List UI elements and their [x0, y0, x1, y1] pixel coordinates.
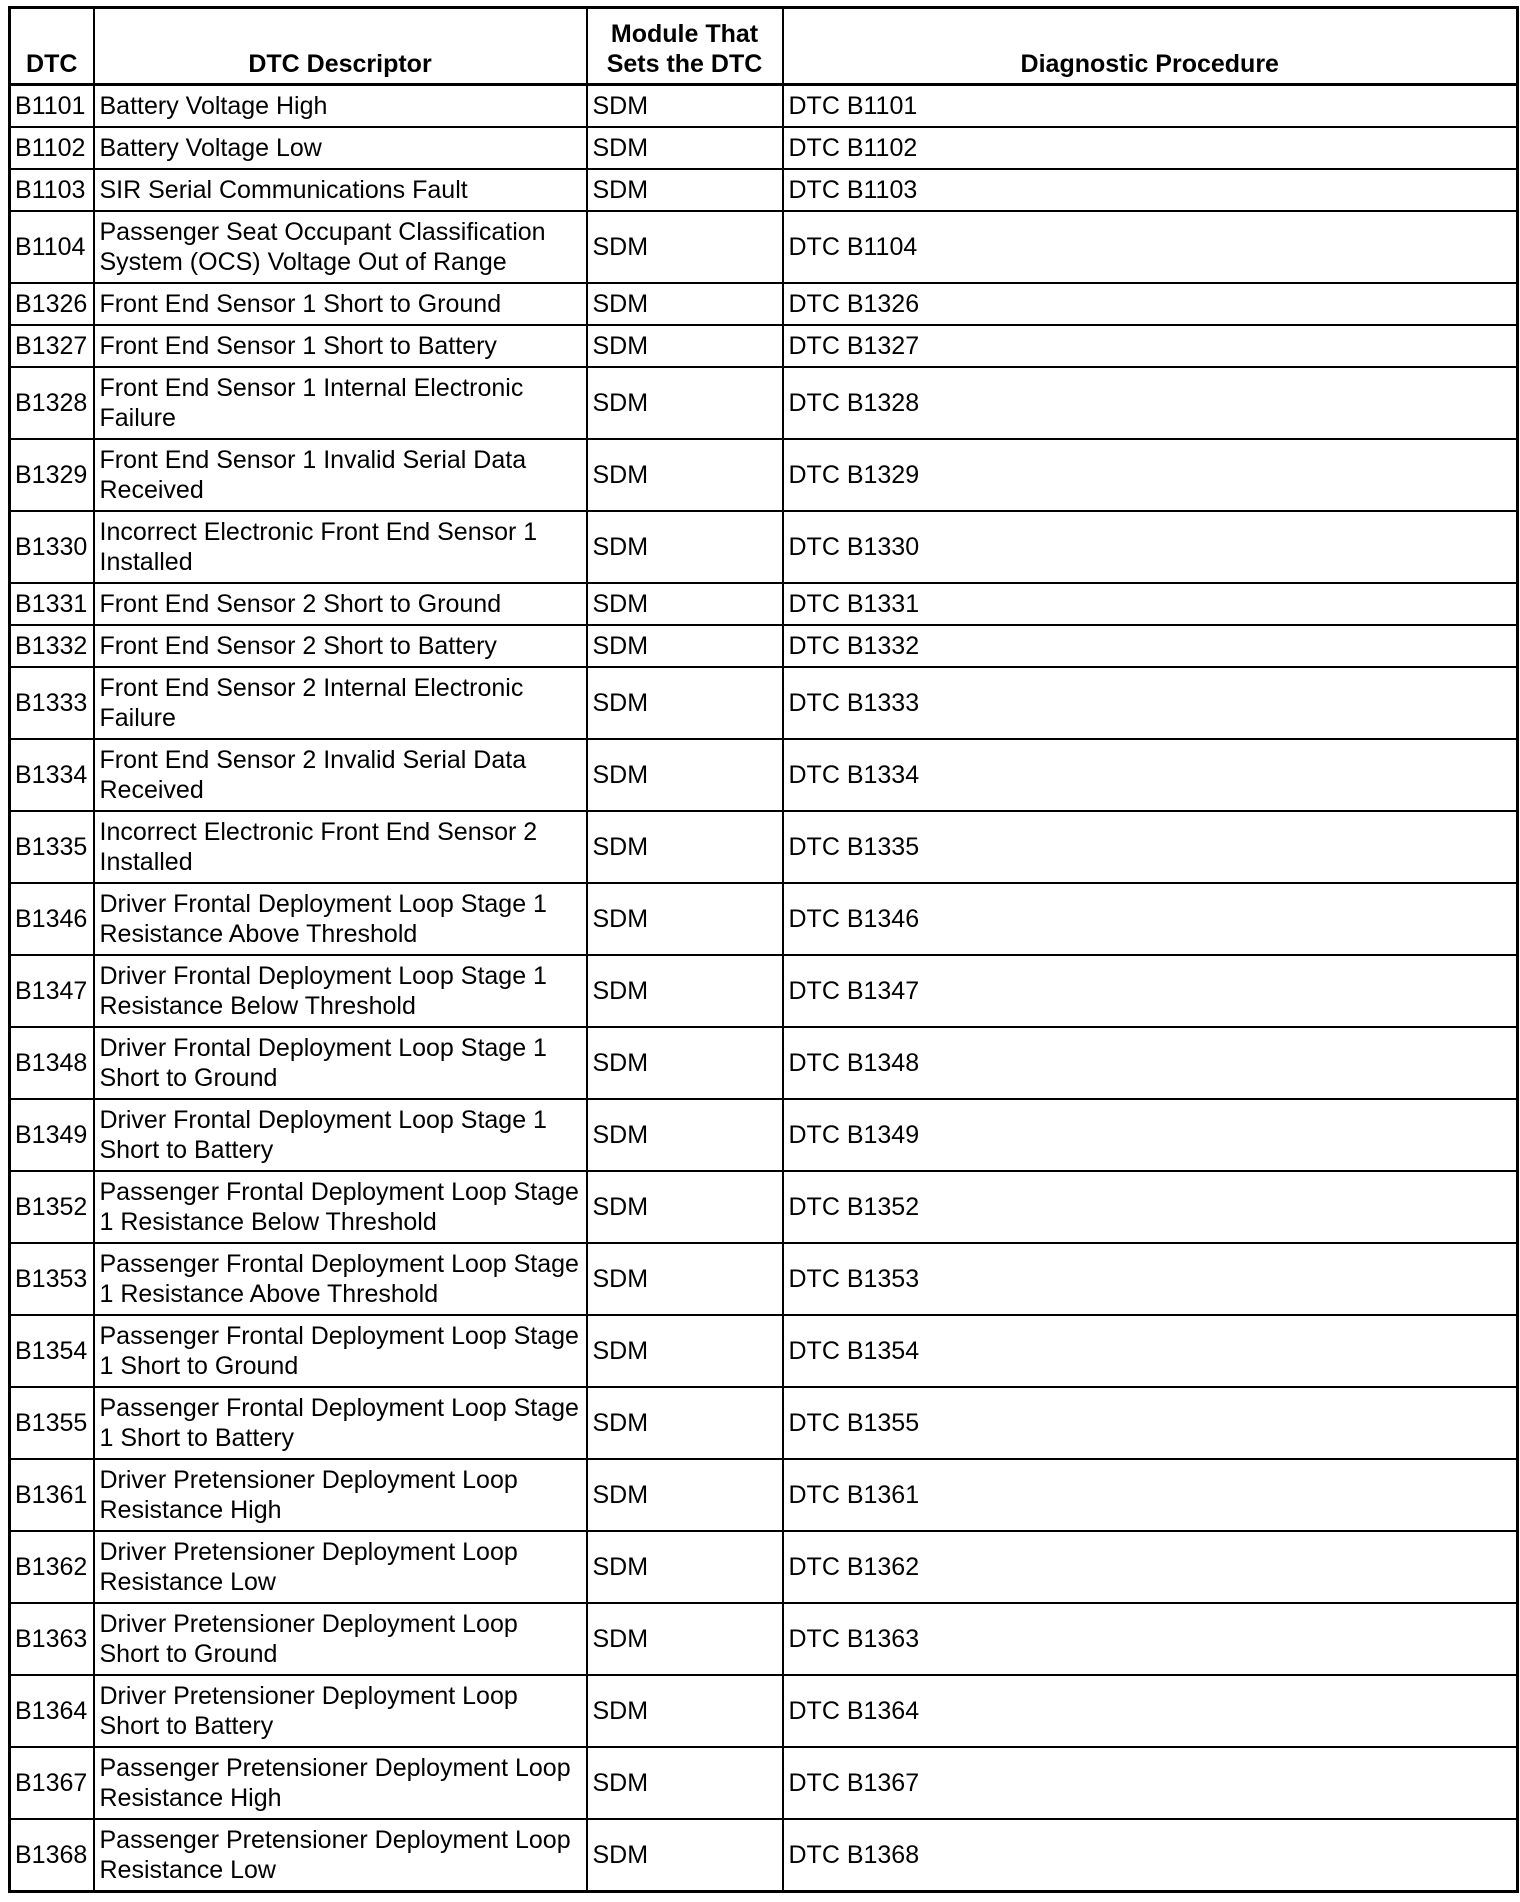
- table-row: [10, 1387, 1518, 1459]
- cell-diagnostic-procedure-link[interactable]: DTC B1348: [783, 1027, 1518, 1099]
- table-row: [10, 169, 1518, 211]
- descriptor-line: Driver Frontal Deployment Loop Stage 1: [99, 962, 547, 990]
- descriptor-line: Incorrect Electronic Front End Sensor 1: [99, 518, 538, 546]
- descriptor-line: Failure: [99, 704, 176, 732]
- descriptor-line: Passenger Pretensioner Deployment Loop: [99, 1826, 571, 1854]
- descriptor-line: Installed: [99, 548, 193, 576]
- descriptor-line: Resistance High: [99, 1784, 282, 1812]
- cell-diagnostic-procedure-link[interactable]: DTC B1368: [783, 1819, 1518, 1892]
- cell-module: SDM: [587, 1747, 783, 1819]
- table-row: [10, 1747, 1518, 1819]
- cell-module: SDM: [587, 127, 783, 169]
- cell-module: SDM: [587, 1819, 783, 1892]
- cell-diagnostic-procedure-link[interactable]: DTC B1329: [783, 439, 1518, 511]
- cell-module: SDM: [587, 1027, 783, 1099]
- descriptor-line: Passenger Pretensioner Deployment Loop: [99, 1754, 571, 1782]
- descriptor-line: Short to Battery: [99, 1136, 274, 1164]
- descriptor-line: Driver Pretensioner Deployment Loop: [99, 1610, 518, 1638]
- cell-module: SDM: [587, 811, 783, 883]
- cell-diagnostic-procedure-link[interactable]: DTC B1102: [783, 127, 1518, 169]
- cell-dtc-code: B1352: [10, 1171, 94, 1243]
- table-row: [10, 325, 1518, 367]
- cell-module: SDM: [587, 1459, 783, 1531]
- cell-dtc-descriptor: [94, 1603, 587, 1675]
- cell-module: SDM: [587, 511, 783, 583]
- cell-dtc-descriptor: [94, 211, 587, 283]
- cell-dtc-code: B1327: [10, 325, 94, 367]
- cell-dtc-descriptor: [94, 1171, 587, 1243]
- table-row: [10, 1603, 1518, 1675]
- cell-diagnostic-procedure-link[interactable]: DTC B1330: [783, 511, 1518, 583]
- cell-diagnostic-procedure-link[interactable]: DTC B1104: [783, 211, 1518, 283]
- cell-dtc-descriptor: [94, 439, 587, 511]
- descriptor-line: Short to Ground: [99, 1640, 278, 1668]
- cell-dtc-code: B1346: [10, 883, 94, 955]
- cell-diagnostic-procedure-link[interactable]: DTC B1101: [783, 85, 1518, 128]
- cell-dtc-descriptor: [94, 739, 587, 811]
- cell-dtc-code: B1331: [10, 583, 94, 625]
- table-row: [10, 1099, 1518, 1171]
- cell-diagnostic-procedure-link[interactable]: DTC B1352: [783, 1171, 1518, 1243]
- cell-diagnostic-procedure-link[interactable]: DTC B1328: [783, 367, 1518, 439]
- table-row: [10, 283, 1518, 325]
- descriptor-line: Driver Frontal Deployment Loop Stage 1: [99, 1034, 547, 1062]
- cell-module: SDM: [587, 1531, 783, 1603]
- cell-module: SDM: [587, 1171, 783, 1243]
- cell-module: SDM: [587, 1099, 783, 1171]
- cell-module: SDM: [587, 283, 783, 325]
- cell-diagnostic-procedure-link[interactable]: DTC B1364: [783, 1675, 1518, 1747]
- table-body: [10, 85, 1518, 1892]
- cell-dtc-descriptor: [94, 583, 587, 625]
- cell-dtc-descriptor: [94, 283, 587, 325]
- table-row: [10, 1171, 1518, 1243]
- cell-diagnostic-procedure-link[interactable]: DTC B1346: [783, 883, 1518, 955]
- cell-module: SDM: [587, 883, 783, 955]
- cell-diagnostic-procedure-link[interactable]: DTC B1354: [783, 1315, 1518, 1387]
- cell-module: SDM: [587, 367, 783, 439]
- cell-diagnostic-procedure-link[interactable]: DTC B1349: [783, 1099, 1518, 1171]
- table-row: [10, 367, 1518, 439]
- cell-diagnostic-procedure-link[interactable]: DTC B1335: [783, 811, 1518, 883]
- descriptor-line: Short to Battery: [99, 1712, 274, 1740]
- descriptor-line: Front End Sensor 2 Short to Battery: [99, 632, 497, 660]
- cell-dtc-code: B1349: [10, 1099, 94, 1171]
- cell-dtc-descriptor: [94, 1027, 587, 1099]
- descriptor-line: Resistance Low: [99, 1856, 276, 1884]
- cell-dtc-code: B1102: [10, 127, 94, 169]
- cell-module: SDM: [587, 1387, 783, 1459]
- descriptor-line: Front End Sensor 1 Internal Electronic: [99, 374, 524, 402]
- table-row: [10, 211, 1518, 283]
- cell-diagnostic-procedure-link[interactable]: DTC B1361: [783, 1459, 1518, 1531]
- table-row: [10, 739, 1518, 811]
- table-row: [10, 511, 1518, 583]
- descriptor-line: Driver Pretensioner Deployment Loop: [99, 1466, 518, 1494]
- table-row: [10, 883, 1518, 955]
- cell-module: SDM: [587, 955, 783, 1027]
- cell-dtc-descriptor: [94, 367, 587, 439]
- descriptor-line: Passenger Frontal Deployment Loop Stage: [99, 1250, 579, 1278]
- header-module-line1: Module That: [610, 20, 759, 48]
- descriptor-line: Passenger Seat Occupant Classification: [99, 218, 546, 246]
- descriptor-line: System (OCS) Voltage Out of Range: [99, 248, 507, 276]
- descriptor-line: Resistance Below Threshold: [99, 992, 416, 1020]
- cell-dtc-descriptor: [94, 1243, 587, 1315]
- cell-diagnostic-procedure-link[interactable]: DTC B1103: [783, 169, 1518, 211]
- table-row: [10, 1675, 1518, 1747]
- cell-module: SDM: [587, 439, 783, 511]
- descriptor-line: Received: [99, 776, 204, 804]
- cell-dtc-descriptor: [94, 1099, 587, 1171]
- header-dtc: DTC: [10, 8, 94, 85]
- table-row: [10, 667, 1518, 739]
- descriptor-line: Driver Pretensioner Deployment Loop: [99, 1538, 518, 1566]
- cell-dtc-descriptor: [94, 1675, 587, 1747]
- descriptor-line: Front End Sensor 2 Short to Ground: [99, 590, 502, 618]
- cell-module: SDM: [587, 325, 783, 367]
- cell-dtc-code: B1354: [10, 1315, 94, 1387]
- cell-dtc-code: B1335: [10, 811, 94, 883]
- descriptor-line: 1 Short to Battery: [99, 1424, 295, 1452]
- table-row: [10, 625, 1518, 667]
- cell-diagnostic-procedure-link[interactable]: DTC B1353: [783, 1243, 1518, 1315]
- cell-module: SDM: [587, 169, 783, 211]
- table-row: [10, 1459, 1518, 1531]
- descriptor-line: Front End Sensor 2 Invalid Serial Data: [99, 746, 527, 774]
- cell-dtc-code: B1361: [10, 1459, 94, 1531]
- dtc-table: [8, 6, 1519, 1893]
- cell-dtc-code: B1330: [10, 511, 94, 583]
- cell-dtc-code: B1333: [10, 667, 94, 739]
- cell-dtc-code: B1364: [10, 1675, 94, 1747]
- header-row: [10, 8, 1518, 85]
- cell-dtc-descriptor: [94, 325, 587, 367]
- cell-dtc-descriptor: [94, 667, 587, 739]
- descriptor-line: Driver Frontal Deployment Loop Stage 1: [99, 890, 547, 918]
- cell-dtc-code: B1362: [10, 1531, 94, 1603]
- cell-dtc-descriptor: [94, 883, 587, 955]
- cell-dtc-descriptor: [94, 811, 587, 883]
- cell-diagnostic-procedure-link[interactable]: DTC B1326: [783, 283, 1518, 325]
- descriptor-line: Resistance Low: [99, 1568, 276, 1596]
- cell-diagnostic-procedure-link[interactable]: DTC B1355: [783, 1387, 1518, 1459]
- table-row: [10, 1027, 1518, 1099]
- cell-module: SDM: [587, 739, 783, 811]
- cell-dtc-code: B1367: [10, 1747, 94, 1819]
- cell-dtc-code: B1353: [10, 1243, 94, 1315]
- table-row: [10, 583, 1518, 625]
- descriptor-line: Received: [99, 476, 204, 504]
- cell-dtc-descriptor: [94, 1819, 587, 1892]
- cell-diagnostic-procedure-link[interactable]: DTC B1327: [783, 325, 1518, 367]
- cell-dtc-code: B1355: [10, 1387, 94, 1459]
- descriptor-line: Resistance High: [99, 1496, 282, 1524]
- table-row: [10, 85, 1518, 128]
- header-procedure: Diagnostic Procedure: [783, 8, 1518, 85]
- cell-dtc-code: B1347: [10, 955, 94, 1027]
- cell-dtc-code: B1334: [10, 739, 94, 811]
- table-row: [10, 127, 1518, 169]
- descriptor-line: Passenger Frontal Deployment Loop Stage: [99, 1394, 579, 1422]
- descriptor-line: Front End Sensor 1 Short to Battery: [99, 332, 497, 360]
- descriptor-line: Front End Sensor 2 Internal Electronic: [99, 674, 524, 702]
- cell-module: SDM: [587, 1315, 783, 1387]
- header-module: [587, 8, 783, 85]
- table-row: [10, 811, 1518, 883]
- descriptor-line: Resistance Above Threshold: [99, 920, 418, 948]
- descriptor-line: Installed: [99, 848, 193, 876]
- descriptor-line: Battery Voltage Low: [99, 134, 322, 162]
- cell-dtc-code: B1328: [10, 367, 94, 439]
- cell-diagnostic-procedure-link[interactable]: DTC B1332: [783, 625, 1518, 667]
- cell-diagnostic-procedure-link[interactable]: DTC B1347: [783, 955, 1518, 1027]
- cell-dtc-code: B1368: [10, 1819, 94, 1892]
- cell-module: SDM: [587, 667, 783, 739]
- descriptor-line: Front End Sensor 1 Short to Ground: [99, 290, 502, 318]
- descriptor-line: Passenger Frontal Deployment Loop Stage: [99, 1178, 579, 1206]
- descriptor-line: 1 Resistance Below Threshold: [99, 1208, 437, 1236]
- cell-dtc-descriptor: [94, 1459, 587, 1531]
- cell-dtc-code: B1101: [10, 85, 94, 128]
- table-row: [10, 1315, 1518, 1387]
- cell-dtc-descriptor: [94, 625, 587, 667]
- cell-dtc-descriptor: [94, 127, 587, 169]
- cell-dtc-code: B1348: [10, 1027, 94, 1099]
- cell-module: SDM: [587, 583, 783, 625]
- cell-module: SDM: [587, 1675, 783, 1747]
- cell-diagnostic-procedure-link[interactable]: DTC B1363: [783, 1603, 1518, 1675]
- cell-dtc-code: B1363: [10, 1603, 94, 1675]
- cell-diagnostic-procedure-link[interactable]: DTC B1331: [783, 583, 1518, 625]
- cell-dtc-code: B1326: [10, 283, 94, 325]
- cell-diagnostic-procedure-link[interactable]: DTC B1362: [783, 1531, 1518, 1603]
- cell-dtc-descriptor: [94, 1315, 587, 1387]
- cell-dtc-code: B1329: [10, 439, 94, 511]
- cell-module: SDM: [587, 625, 783, 667]
- header-module-line2: Sets the DTC: [606, 50, 763, 78]
- table-row: [10, 1243, 1518, 1315]
- dtc-table-container: [8, 6, 1516, 1893]
- cell-dtc-code: B1104: [10, 211, 94, 283]
- descriptor-line: 1 Short to Ground: [99, 1352, 299, 1380]
- cell-diagnostic-procedure-link[interactable]: DTC B1333: [783, 667, 1518, 739]
- cell-dtc-descriptor: [94, 85, 587, 128]
- table-row: [10, 439, 1518, 511]
- cell-module: SDM: [587, 1603, 783, 1675]
- descriptor-line: SIR Serial Communications Fault: [99, 176, 468, 204]
- cell-dtc-descriptor: [94, 955, 587, 1027]
- descriptor-line: Driver Frontal Deployment Loop Stage 1: [99, 1106, 547, 1134]
- descriptor-line: Short to Ground: [99, 1064, 278, 1092]
- cell-dtc-descriptor: [94, 1747, 587, 1819]
- cell-diagnostic-procedure-link[interactable]: DTC B1367: [783, 1747, 1518, 1819]
- descriptor-line: Failure: [99, 404, 176, 432]
- descriptor-line: Passenger Frontal Deployment Loop Stage: [99, 1322, 579, 1350]
- table-row: [10, 1819, 1518, 1892]
- table-header: [10, 8, 1518, 85]
- cell-module: SDM: [587, 1243, 783, 1315]
- descriptor-line: Driver Pretensioner Deployment Loop: [99, 1682, 518, 1710]
- header-descriptor: DTC Descriptor: [94, 8, 587, 85]
- cell-dtc-code: B1332: [10, 625, 94, 667]
- descriptor-line: Incorrect Electronic Front End Sensor 2: [99, 818, 538, 846]
- cell-module: SDM: [587, 211, 783, 283]
- cell-dtc-descriptor: [94, 169, 587, 211]
- cell-module: SDM: [587, 85, 783, 128]
- cell-dtc-descriptor: [94, 511, 587, 583]
- cell-dtc-descriptor: [94, 1531, 587, 1603]
- descriptor-line: Front End Sensor 1 Invalid Serial Data: [99, 446, 527, 474]
- cell-dtc-descriptor: [94, 1387, 587, 1459]
- descriptor-line: 1 Resistance Above Threshold: [99, 1280, 439, 1308]
- descriptor-line: Battery Voltage High: [99, 92, 328, 120]
- table-row: [10, 955, 1518, 1027]
- cell-diagnostic-procedure-link[interactable]: DTC B1334: [783, 739, 1518, 811]
- table-row: [10, 1531, 1518, 1603]
- cell-dtc-code: B1103: [10, 169, 94, 211]
